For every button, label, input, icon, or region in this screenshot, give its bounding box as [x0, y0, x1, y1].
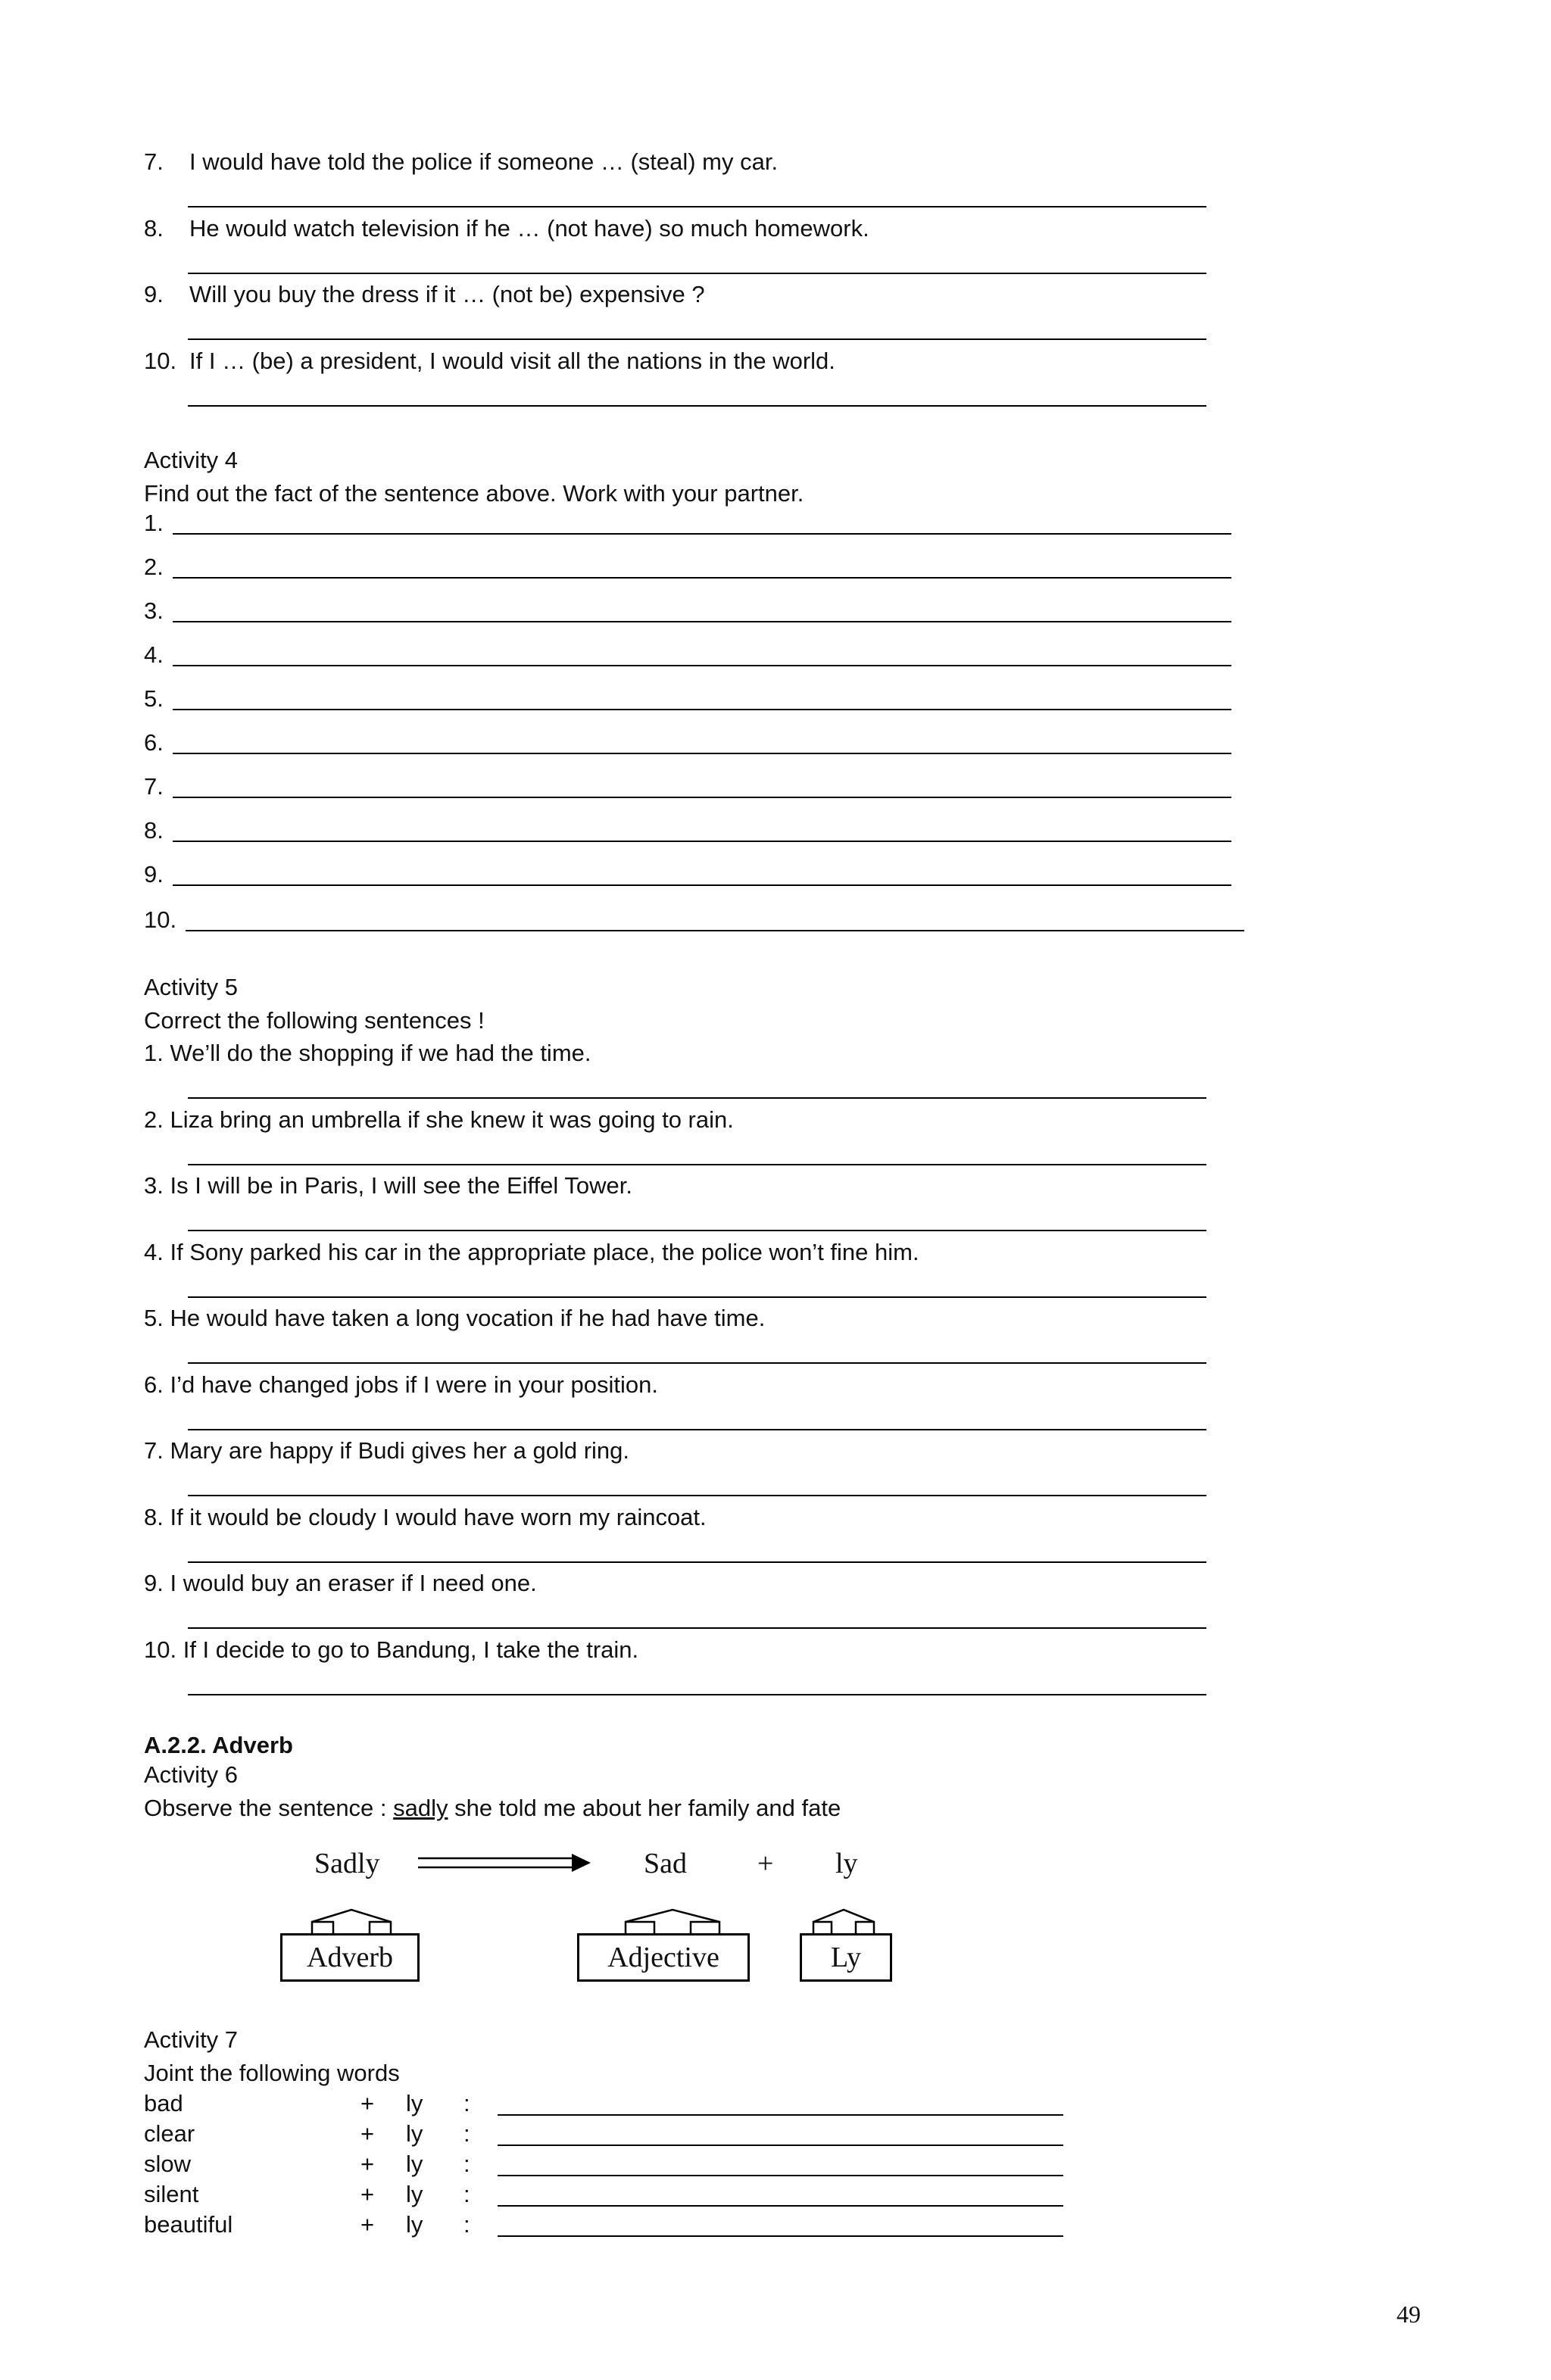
- line-number: 9.: [144, 861, 164, 887]
- diagram-plus: +: [757, 1848, 774, 1879]
- activity7-title: Activity 7: [144, 2026, 239, 2053]
- answer-line[interactable]: [188, 1164, 1206, 1165]
- answer-line[interactable]: [173, 533, 1231, 535]
- answer-line[interactable]: [173, 884, 1231, 886]
- colon: :: [463, 2151, 470, 2177]
- activity5-title: Activity 5: [144, 974, 239, 1000]
- item-text: I would have told the police if someone … (steal) my car.: [189, 148, 779, 175]
- activity4-title: Activity 4: [144, 447, 239, 473]
- suffix: ly: [406, 2120, 423, 2147]
- line-number: 6.: [144, 729, 164, 756]
- activity5-item: 3. Is I will be in Paris, I will see the Eiffel Tower.: [144, 1172, 632, 1199]
- word: slow: [144, 2151, 192, 2177]
- answer-line[interactable]: [188, 1627, 1206, 1629]
- word: bad: [144, 2090, 183, 2116]
- activity5-item: 2. Liza bring an umbrella if she knew it was going to rain.: [144, 1106, 734, 1133]
- activity6-instruction: Observe the sentence : sadly she told me about her family and fate: [144, 1795, 841, 1821]
- answer-line[interactable]: [173, 665, 1231, 666]
- line-number: 5.: [144, 685, 164, 712]
- plus-sign: +: [360, 2211, 375, 2238]
- plus-sign: +: [360, 2181, 375, 2207]
- activity5-item: 10. If I decide to go to Bandung, I take the train.: [144, 1636, 639, 1663]
- suffix: ly: [406, 2151, 423, 2177]
- answer-line[interactable]: [498, 2175, 1063, 2176]
- activity5-item: 7. Mary are happy if Budi gives her a gold ring.: [144, 1437, 630, 1464]
- answer-line[interactable]: [188, 1694, 1206, 1695]
- colon: :: [463, 2120, 470, 2147]
- line-number: 1.: [144, 510, 164, 536]
- activity6-title: Activity 6: [144, 1761, 239, 1788]
- activity7-instruction: Joint the following words: [144, 2060, 400, 2086]
- item-number: 9.: [144, 281, 164, 307]
- answer-line[interactable]: [188, 1362, 1206, 1364]
- diagram-suffix-ly: ly: [835, 1848, 858, 1879]
- activity5-item: 6. I’d have changed jobs if I were in your position.: [144, 1371, 658, 1398]
- answer-line[interactable]: [188, 1230, 1206, 1231]
- answer-line[interactable]: [173, 841, 1231, 842]
- activity5-item: 4. If Sony parked his car in the appropriate place, the police won’t fine him.: [144, 1239, 919, 1265]
- item-text: Will you buy the dress if it … (not be) expensive ?: [189, 281, 705, 307]
- diagram-word-sadly: Sadly: [314, 1848, 380, 1879]
- answer-line[interactable]: [173, 709, 1231, 710]
- underlined-word: sadly: [393, 1795, 448, 1821]
- colon: :: [463, 2181, 470, 2207]
- plus-sign: +: [360, 2151, 375, 2177]
- suffix: ly: [406, 2181, 423, 2207]
- colon: :: [463, 2211, 470, 2238]
- activity5-item: 9. I would buy an eraser if I need one.: [144, 1570, 537, 1596]
- answer-line[interactable]: [498, 2114, 1063, 2116]
- up-arrow-icon: [624, 1908, 722, 1936]
- answer-line[interactable]: [186, 930, 1244, 931]
- line-number: 3.: [144, 597, 164, 624]
- activity5-item: 5. He would have taken a long vocation if he had have time.: [144, 1305, 766, 1331]
- page-number: 49: [1397, 2300, 1421, 2328]
- item-number: 10.: [144, 348, 177, 374]
- up-arrow-icon: [812, 1908, 877, 1936]
- up-arrow-icon: [311, 1908, 394, 1936]
- label-box-ly: Ly: [800, 1933, 892, 1982]
- word: clear: [144, 2120, 195, 2147]
- answer-line[interactable]: [498, 2235, 1063, 2237]
- suffix: ly: [406, 2090, 423, 2116]
- item-text: He would watch television if he … (not have) so much homework.: [189, 215, 869, 242]
- answer-line[interactable]: [498, 2144, 1063, 2146]
- section-heading: A.2.2. Adverb: [144, 1732, 293, 1758]
- line-number: 7.: [144, 773, 164, 800]
- answer-line[interactable]: [188, 273, 1206, 274]
- answer-line[interactable]: [188, 1495, 1206, 1496]
- answer-line[interactable]: [188, 206, 1206, 207]
- label-box-adverb: Adverb: [280, 1933, 420, 1982]
- activity5-item: 8. If it would be cloudy I would have worn my raincoat.: [144, 1504, 707, 1530]
- answer-line[interactable]: [188, 405, 1206, 407]
- colon: :: [463, 2090, 470, 2116]
- answer-line[interactable]: [498, 2205, 1063, 2207]
- word: beautiful: [144, 2211, 233, 2238]
- line-number: 8.: [144, 817, 164, 844]
- line-number: 2.: [144, 554, 164, 580]
- word: silent: [144, 2181, 199, 2207]
- label-box-adjective: Adjective: [577, 1933, 750, 1982]
- answer-line[interactable]: [188, 1296, 1206, 1298]
- line-number: 10.: [144, 906, 177, 933]
- answer-line[interactable]: [188, 1561, 1206, 1563]
- diagram-word-sad: Sad: [644, 1848, 687, 1879]
- answer-line[interactable]: [173, 577, 1231, 579]
- answer-line[interactable]: [173, 621, 1231, 622]
- answer-line[interactable]: [188, 1097, 1206, 1099]
- item-text: If I … (be) a president, I would visit all the nations in the world.: [189, 348, 835, 374]
- suffix: ly: [406, 2211, 423, 2238]
- arrow-right-icon: [417, 1851, 598, 1874]
- activity5-instruction: Correct the following sentences !: [144, 1007, 485, 1034]
- answer-line[interactable]: [188, 338, 1206, 340]
- line-number: 4.: [144, 641, 164, 668]
- answer-line[interactable]: [173, 797, 1231, 798]
- plus-sign: +: [360, 2120, 375, 2147]
- item-number: 7.: [144, 148, 164, 175]
- plus-sign: +: [360, 2090, 375, 2116]
- answer-line[interactable]: [173, 753, 1231, 754]
- activity5-item: 1. We’ll do the shopping if we had the time.: [144, 1040, 591, 1066]
- item-number: 8.: [144, 215, 164, 242]
- answer-line[interactable]: [188, 1429, 1206, 1430]
- activity4-instruction: Find out the fact of the sentence above. Work with your partner.: [144, 480, 804, 507]
